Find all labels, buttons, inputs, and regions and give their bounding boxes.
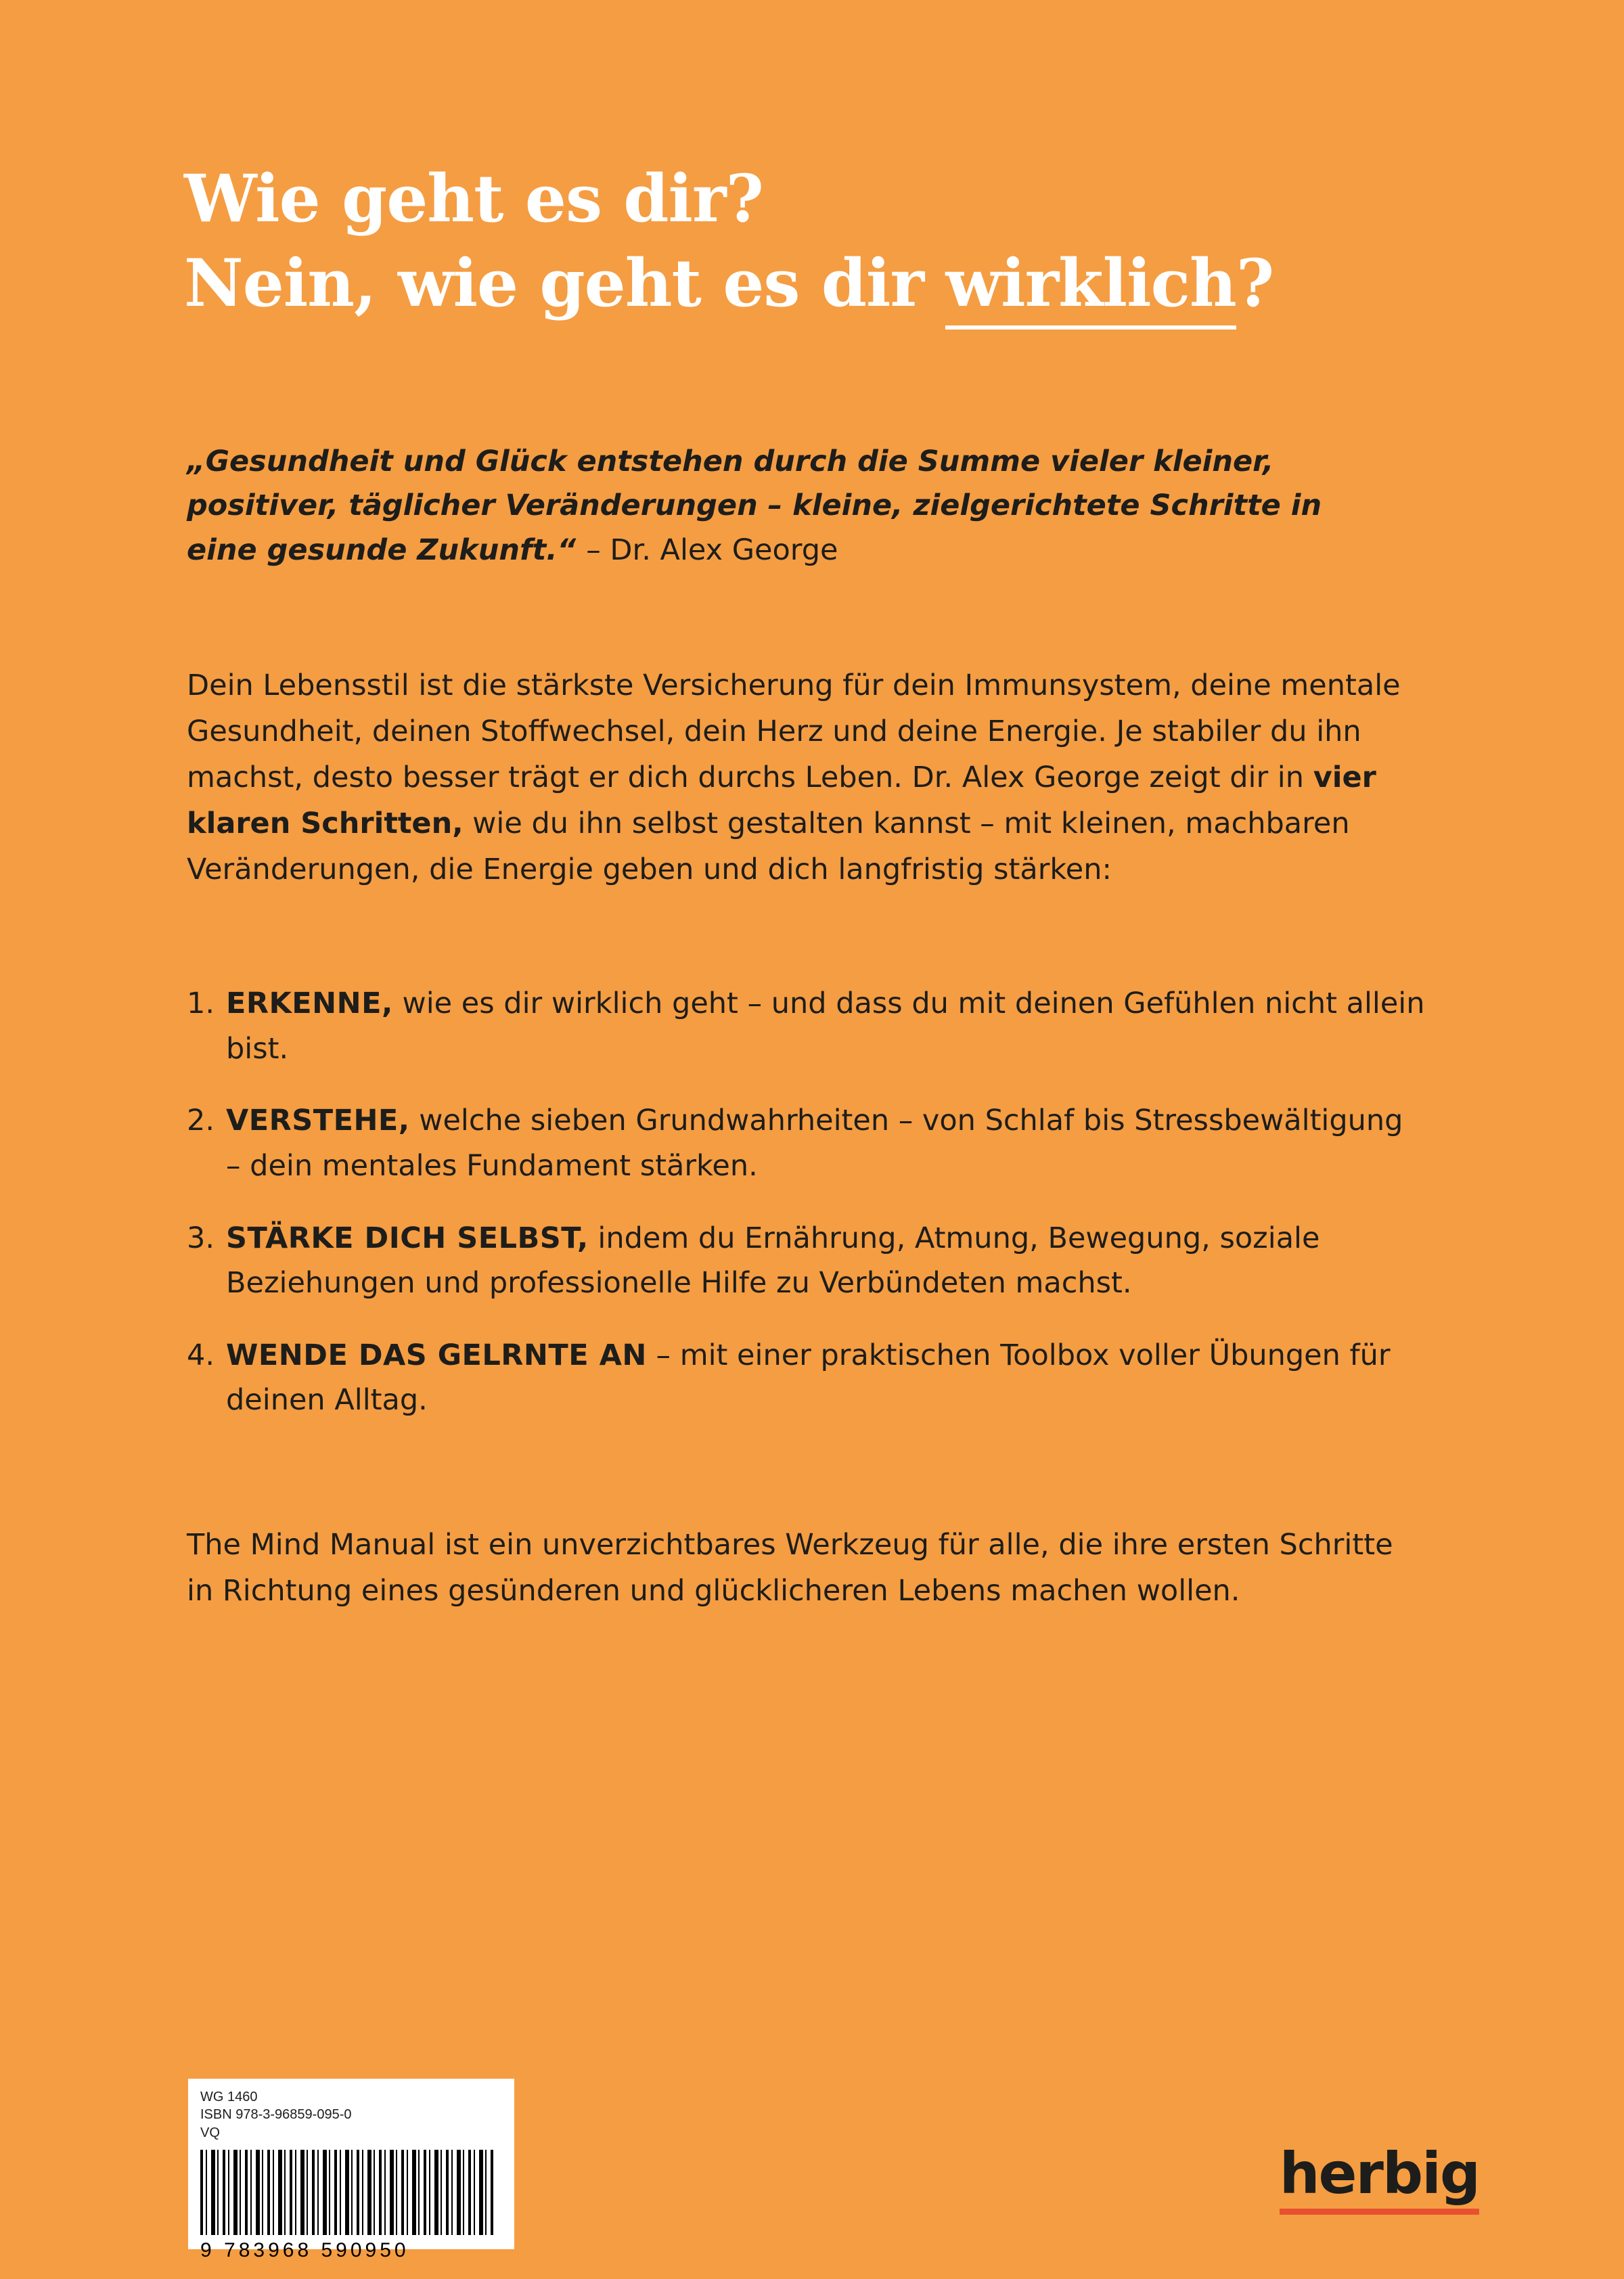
step-lead: STÄRKE DICH SELBST, (226, 1221, 589, 1255)
step-number: 2. (187, 1104, 215, 1138)
warengruppe-code: WG 1460 (200, 2090, 258, 2104)
publisher-logo (1279, 2140, 1479, 2215)
step-lead: VERSTEHE, (226, 1104, 410, 1138)
body-part-2: wie du ihn selbst gestalten kannst – mit kleinen, machbaren Veränderungen, die Energie geben und dich langfristig stärken: (187, 806, 1350, 886)
list-item (187, 1098, 1425, 1188)
barcode-block (188, 2079, 514, 2262)
step-rest: wie es dir wirklich geht – und dass du mit deinen Gefühlen nicht allein bist. (226, 987, 1425, 1066)
pull-quote-text: „Gesundheit und Glück entstehen durch die Summe vieler kleiner, positiver, täglicher Veränderungen – kleine, zielgerichtete Schritte in eine gesunde Zukunft.“ (187, 445, 1322, 567)
step-rest: – mit einer praktischen Toolbox voller Übungen für deinen Alltag. (226, 1338, 1391, 1418)
headline-line-1: Wie geht es dir? (184, 160, 763, 237)
headline-emphasis: wirklich (945, 245, 1236, 330)
pull-quote-attribution: – Dr. Alex George (586, 533, 838, 567)
list-item (187, 1333, 1425, 1423)
page-title (184, 157, 1470, 326)
barcode-extra-code: VQ (200, 2125, 220, 2140)
body-bold-phrase: vier klaren Schritten, (187, 760, 1376, 840)
step-lead: WENDE DAS GELRNTE AN (226, 1338, 647, 1372)
list-item (187, 981, 1425, 1071)
step-text (226, 981, 1425, 1071)
pull-quote (187, 440, 1398, 572)
barcode-metadata (200, 2088, 502, 2142)
step-text (226, 1098, 1425, 1188)
barcode-icon (200, 2150, 494, 2235)
body-paragraph (187, 663, 1405, 893)
body-part-1: Dein Lebensstil ist die stärkste Versicherung für dein Immunsystem, deine mentale Gesundheit, deinen Stoffwechsel, dein Herz und deine Energie. Je stabiler du ihn machst, desto besser trägt er dich durchs Leben. Dr. Alex George zeigt dir in (187, 669, 1401, 794)
step-number: 3. (187, 1221, 215, 1255)
logo-underline (1280, 2209, 1479, 2215)
step-rest: indem du Ernährung, Atmung, Bewegung, soziale Beziehungen und professionelle Hilfe zu Verbündeten machst. (226, 1221, 1320, 1301)
step-rest: welche sieben Grundwahrheiten – von Schlaf bis Stressbewältigung – dein mentales Fundament stärken. (226, 1104, 1403, 1183)
steps-list (187, 981, 1425, 1450)
step-text (226, 1333, 1425, 1423)
publisher-name: herbig (1279, 2140, 1479, 2207)
step-number: 4. (187, 1338, 215, 1372)
step-text (226, 1216, 1425, 1306)
step-lead: ERKENNE, (226, 987, 393, 1020)
headline-line-2-after: ? (1236, 244, 1274, 321)
closing-paragraph: The Mind Manual ist ein unverzichtbares Werkzeug für alle, die ihre ersten Schritte in Richtung eines gesünderen und glücklicheren Lebens machen wollen. (187, 1528, 1393, 1608)
list-item (187, 1216, 1425, 1306)
step-number: 1. (187, 987, 215, 1020)
headline-line-2 (184, 242, 1470, 326)
barcode-digits: 9 783968 590950 (200, 2239, 409, 2262)
isbn-text: ISBN 978-3-96859-095-0 (200, 2107, 352, 2123)
headline-line-2-before: Nein, wie geht es dir (184, 244, 946, 321)
